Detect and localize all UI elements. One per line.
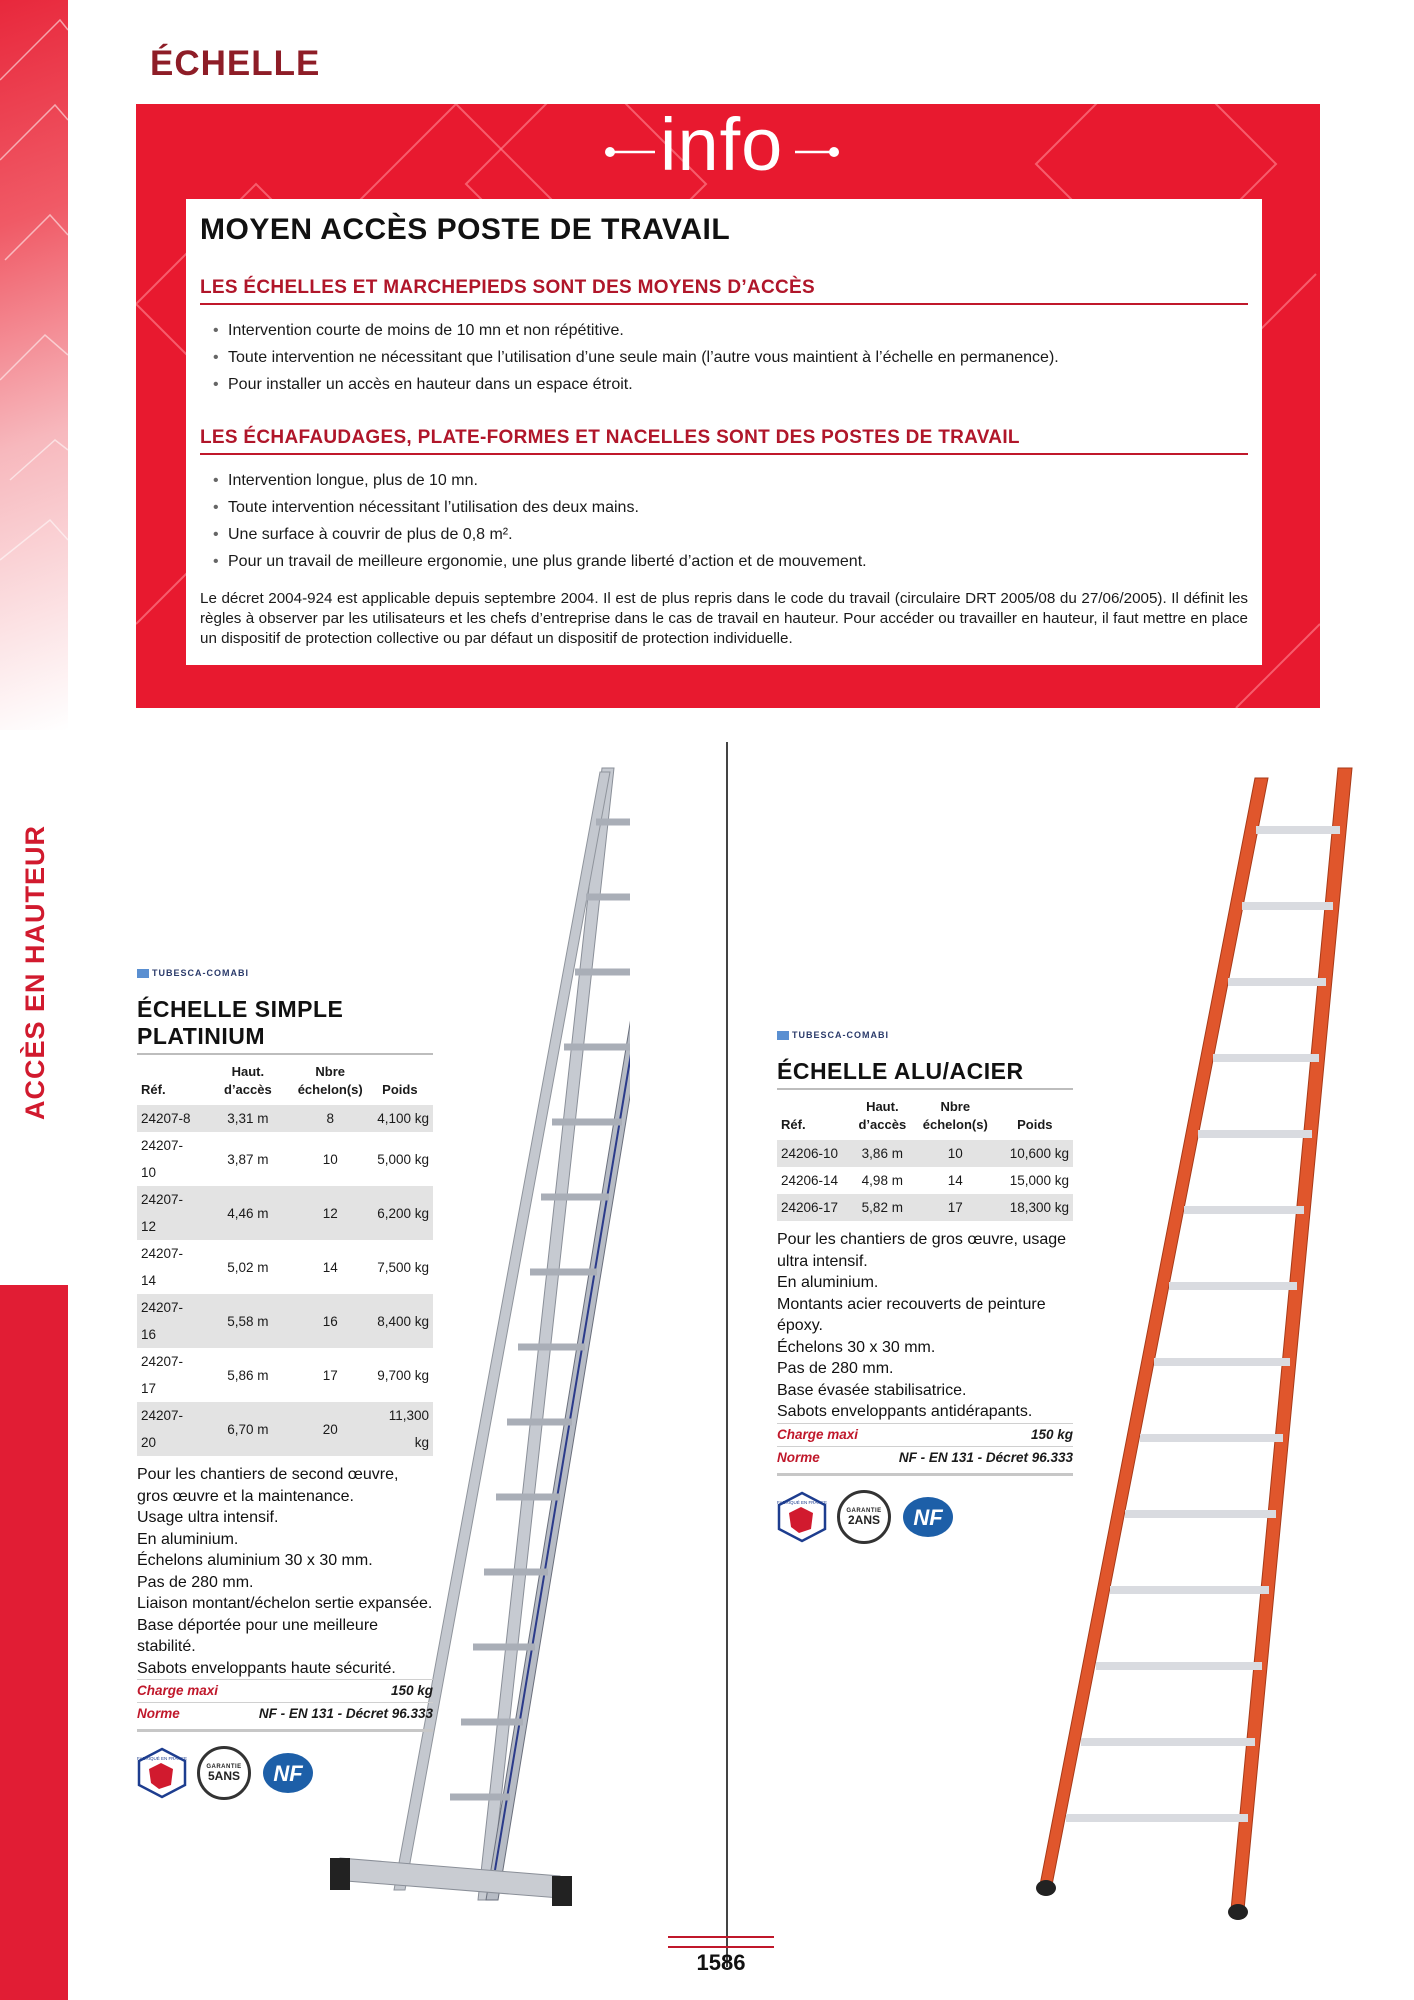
cell-rungs: 14 (322, 1259, 338, 1275)
decree-paragraph: Le décret 2004-924 est applicable depuis septembre 2004. Il est de plus repris dans le code du travail (circulaire DRT 2005/08 du 27/06/2005). Il définit les règles à observer par les utilisateurs et les chefs d’entreprise dans le cas de travail en hauteur. Pour accéder ou travailler en hauteur, il faut mettre en place un dispositif de protection collective ou par défaut un dispositif de protection individuelle. (200, 590, 1248, 647)
brand-name: TUBESCA-COMABI (792, 1030, 889, 1040)
cell-ref: 24207-10 (141, 1138, 184, 1181)
cell-ref: 24206-14 (781, 1173, 839, 1189)
page-number (668, 1950, 774, 1976)
table-row (137, 1132, 433, 1186)
desc-line: Pas de 280 mm. (777, 1360, 894, 1378)
bullet-item: • Pour installer un accès en hauteur dans un espace étroit. (200, 371, 1059, 398)
ladder-rungs (450, 822, 630, 1797)
table-header-row (137, 1061, 433, 1105)
charge-value: 150 kg (1030, 1426, 1073, 1442)
cell-height: 4,46 m (202, 1186, 294, 1240)
nf-badge-icon (901, 1495, 955, 1539)
spec-table (137, 1061, 433, 1456)
desc-line: Liaison montant/échelon sertie expansée. (137, 1595, 433, 1613)
page-title: ÉCHELLE (150, 44, 321, 83)
product-platinium (137, 968, 433, 1800)
cell-rungs: 16 (294, 1294, 367, 1348)
ladder-foot (330, 1858, 350, 1890)
column-divider (726, 742, 728, 1967)
cell-rungs: 14 (947, 1173, 963, 1189)
cell-height: 3,87 m (227, 1151, 269, 1167)
table-row (137, 1186, 433, 1240)
desc-line: Base déportée pour une meilleure stabilité. (137, 1616, 379, 1656)
left-strip-bottom-band (0, 1285, 68, 2000)
brand-logo (137, 968, 433, 978)
cell-ref: 24206-17 (777, 1194, 851, 1221)
cell-weight: 10,600 kg (997, 1140, 1073, 1167)
cell-rungs: 20 (294, 1402, 367, 1456)
badge-france-text: FABRIQUÉ EN FRANCE (777, 1499, 827, 1505)
norm-label: Norme (777, 1449, 820, 1465)
ladder-left-rail (1040, 778, 1268, 1885)
bullet-item: • Toute intervention nécessitant l’utilisation des deux mains. (200, 494, 867, 521)
cell-height: 3,31 m (202, 1105, 294, 1132)
product-description (137, 1464, 433, 1679)
col-header: Réf. (141, 1082, 166, 1098)
left-strip-top-decoration (0, 0, 68, 730)
cell-height: 5,02 m (227, 1259, 269, 1275)
cell-rungs: 8 (294, 1105, 367, 1132)
nf-badge-icon (261, 1751, 315, 1795)
col-header: Haut. d’accès (858, 1099, 907, 1133)
ladder-foot (1036, 1880, 1056, 1896)
bullet-item: • Une surface à couvrir de plus de 0,8 m². (200, 521, 867, 548)
ladder-foot (1228, 1904, 1248, 1920)
desc-line: Usage ultra intensif. (137, 1509, 279, 1527)
guarantee-years: 2ANS (847, 1512, 880, 1527)
guarantee-badge (837, 1490, 891, 1544)
col-header: Haut. d’accès (224, 1064, 272, 1098)
cell-weight: 18,300 kg (997, 1194, 1073, 1221)
desc-line: Pas de 280 mm. (137, 1573, 254, 1591)
cell-ref: 24207-16 (137, 1294, 202, 1348)
cell-ref: 24206-10 (777, 1140, 851, 1167)
badge-france-text: FABRIQUÉ EN FRANCE (137, 1756, 187, 1762)
guarantee-badge (197, 1746, 251, 1800)
cell-weight: 9,700 kg (377, 1367, 429, 1383)
nf-text: NF (913, 1504, 943, 1530)
cell-weight: 7,500 kg (377, 1259, 429, 1275)
cell-height: 5,82 m (851, 1194, 914, 1221)
made-in-france-badge-icon (777, 1491, 827, 1543)
nf-text: NF (273, 1761, 303, 1787)
norm-value: NF - EN 131 - Décret 96.333 (898, 1449, 1073, 1465)
cell-weight: 8,400 kg (367, 1294, 433, 1348)
col-header: Réf. (781, 1117, 806, 1133)
brand-mark-icon (137, 969, 149, 978)
guarantee-top: GARANTIE (206, 1764, 242, 1771)
badges (137, 1746, 433, 1800)
desc-line: Échelons aluminium 30 x 30 mm. (137, 1552, 373, 1570)
norm-label: Norme (137, 1706, 180, 1722)
cell-ref: 24207-12 (137, 1186, 202, 1240)
charge-row (137, 1679, 433, 1702)
spec-divider (137, 1729, 433, 1732)
ladder-image-alu-acier (1000, 760, 1380, 1940)
bullet-item: • Toute intervention ne nécessitant que l’utilisation d’une seule main (l’autre vous maintient à l’échelle en permanence). (200, 344, 1059, 371)
col-header: Nbre échelon(s) (922, 1099, 988, 1133)
norm-row (137, 1702, 433, 1725)
desc-line: En aluminium. (137, 1530, 239, 1548)
ladder-rail-stripe (495, 790, 630, 1870)
cell-height: 4,98 m (861, 1173, 903, 1189)
section2-title: LES ÉCHAFAUDAGES, PLATE-FORMES ET NACELLES SONT DES POSTES DE TRAVAIL (200, 427, 1248, 455)
desc-line: Montants acier recouverts de peinture époxy. (777, 1295, 1046, 1335)
desc-line: Sabots enveloppants haute sécurité. (137, 1659, 396, 1677)
cell-height: 3,86 m (851, 1140, 914, 1167)
cell-rungs: 17 (322, 1367, 338, 1383)
strip-pattern (0, 0, 68, 730)
info-logo-word: info (660, 103, 784, 186)
cell-rungs: 10 (914, 1140, 997, 1167)
desc-line: Base évasée stabilisatrice. (777, 1381, 967, 1399)
cell-weight: 15,000 kg (1009, 1173, 1069, 1189)
table-row (137, 1294, 433, 1348)
cell-rungs: 12 (294, 1186, 367, 1240)
cell-weight: 11,300 kg (367, 1402, 433, 1456)
cell-rungs: 17 (914, 1194, 997, 1221)
desc-line: Pour les chantiers de second œuvre, gros œuvre et la maintenance. (137, 1466, 399, 1505)
cell-weight: 5,000 kg (377, 1151, 429, 1167)
table-row (137, 1105, 433, 1132)
col-header: Poids (382, 1082, 418, 1098)
desc-line: En aluminium. (777, 1274, 879, 1292)
desc-line: Échelons 30 x 30 mm. (777, 1338, 936, 1356)
guarantee-top: GARANTIE (846, 1507, 882, 1514)
cell-ref: 24207-8 (137, 1105, 202, 1132)
page-number-text: 1586 (696, 1950, 746, 1975)
section1-bullets (200, 317, 1059, 398)
info-content-box (186, 199, 1262, 665)
cell-weight: 4,100 kg (367, 1105, 433, 1132)
cell-height: 6,70 m (202, 1402, 294, 1456)
ladder-right-rail (486, 768, 630, 1900)
col-header: Nbre échelon(s) (297, 1064, 363, 1098)
cell-rungs: 10 (322, 1151, 338, 1167)
cell-height: 5,58 m (202, 1294, 294, 1348)
ladder-base (334, 1858, 560, 1898)
info-logo (600, 102, 850, 192)
ladder-foot (552, 1876, 572, 1906)
table-row (137, 1348, 433, 1402)
section1-title: LES ÉCHELLES ET MARCHEPIEDS SONT DES MOYENS D’ACCÈS (200, 277, 1248, 305)
bullet-item: • Intervention longue, plus de 10 mn. (200, 467, 867, 494)
product-title: ÉCHELLE SIMPLE PLATINIUM (137, 996, 433, 1055)
brand-name: TUBESCA-COMABI (152, 968, 249, 978)
charge-value: 150 kg (390, 1683, 433, 1699)
cell-weight: 6,200 kg (367, 1186, 433, 1240)
info-heading: MOYEN ACCÈS POSTE DE TRAVAIL (200, 213, 731, 246)
bullet-item: • Pour un travail de meilleure ergonomie, une plus grande liberté d’action et de mouvement. (200, 548, 867, 575)
cell-ref: 24207-17 (141, 1354, 184, 1397)
cell-ref: 24207-14 (141, 1246, 184, 1289)
charge-label: Charge maxi (777, 1426, 859, 1442)
table-row (137, 1402, 433, 1456)
cell-height: 5,86 m (227, 1367, 269, 1383)
table-row (137, 1240, 433, 1294)
desc-line: Sabots enveloppants antidérapants. (777, 1403, 1033, 1421)
bullet-item: • Intervention courte de moins de 10 mn et non répétitive. (200, 317, 1059, 344)
product-title: ÉCHELLE ALU/ACIER (777, 1058, 1073, 1090)
norm-value: NF - EN 131 - Décret 96.333 (258, 1706, 433, 1722)
page-number-rule (668, 1936, 774, 1948)
side-section-label: ACCÈS EN HAUTEUR (20, 824, 50, 1120)
col-header: Poids (1017, 1117, 1053, 1133)
charge-label: Charge maxi (137, 1683, 219, 1699)
section2-bullets (200, 467, 867, 575)
brand-mark-icon (777, 1031, 789, 1040)
desc-line: Pour les chantiers de gros œuvre, usage ultra intensif. (777, 1231, 1067, 1270)
cell-ref: 24207-20 (137, 1402, 202, 1456)
made-in-france-badge-icon (137, 1747, 187, 1799)
guarantee-years: 5ANS (207, 1769, 240, 1784)
